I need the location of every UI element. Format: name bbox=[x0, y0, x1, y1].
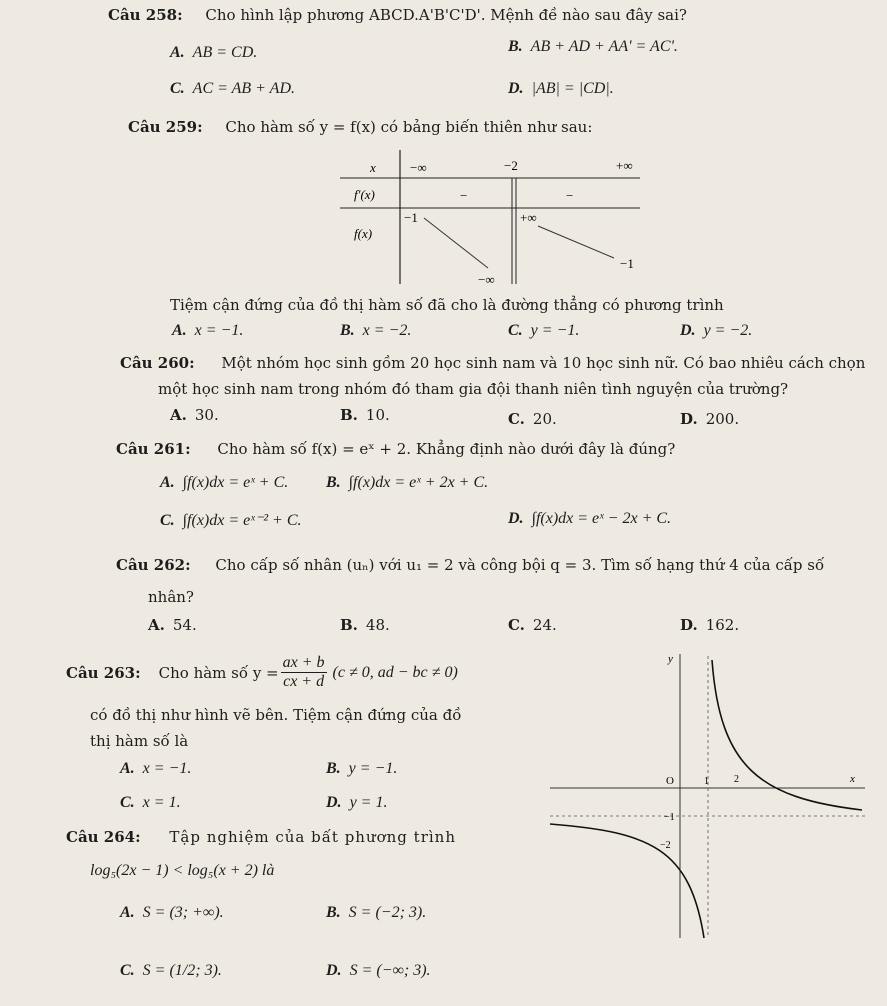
q262-option-c[interactable]: C. 24. bbox=[508, 616, 557, 634]
q263-option-c[interactable]: C. x = 1. bbox=[120, 794, 181, 811]
q263-stem3: thị hàm số là bbox=[90, 732, 189, 750]
q262-option-d[interactable]: D. 162. bbox=[680, 616, 740, 634]
q260-stem1: Một nhóm học sinh gồm 20 học sinh nam và 10 học sinh nữ. Có bao nhiêu cách chọn bbox=[221, 354, 866, 372]
graph-origin: O bbox=[666, 775, 674, 787]
q260-label: Câu 260: bbox=[120, 354, 195, 372]
q259-option-a[interactable]: A. x = −1. bbox=[172, 322, 244, 339]
q264-stem2: log₅(2x − 1) < log₅(x + 2) là bbox=[90, 862, 275, 879]
q259-question: Tiệm cận đứng của đồ thị hàm số đã cho là đường thẳng có phương trình bbox=[170, 296, 724, 314]
q258 bbox=[108, 6, 687, 24]
q259 bbox=[128, 118, 592, 136]
q262-stem2: nhân? bbox=[148, 588, 194, 606]
vt-neg-inf: −∞ bbox=[410, 160, 427, 175]
q264-option-d[interactable]: D. S = (−∞; 3). bbox=[326, 962, 431, 979]
vt-minus2: −2 bbox=[504, 158, 518, 173]
vt-pos-inf: +∞ bbox=[616, 158, 633, 173]
q260-option-d[interactable]: D. 200. bbox=[680, 410, 740, 428]
graph-tick-m1: −1 bbox=[664, 812, 675, 823]
q261-option-c[interactable]: C. ∫f(x)dx = eˣ⁻² + C. bbox=[160, 512, 302, 529]
q260-stem2: một học sinh nam trong nhóm đó tham gia đội thanh niên tình nguyện của trường? bbox=[158, 380, 789, 398]
vt-sign2: − bbox=[566, 188, 574, 203]
graph-tick-1: 1 bbox=[704, 776, 709, 787]
q258-option-d[interactable]: D. |AB| = |CD|. bbox=[508, 80, 614, 97]
vt-x: x bbox=[370, 160, 376, 175]
q258-option-b[interactable]: B. AB + AD + AA' = AC'. bbox=[508, 38, 678, 55]
q264-option-c[interactable]: C. S = (1/2; 3). bbox=[120, 962, 222, 979]
q264-stem1: Tập nghiệm của bất phương trình bbox=[169, 828, 456, 846]
graph-y-label: y bbox=[668, 653, 673, 665]
vt-sign1: − bbox=[460, 188, 468, 203]
q260-option-a[interactable]: A. 30. bbox=[170, 406, 219, 424]
q259-option-d[interactable]: D. y = −2. bbox=[680, 322, 753, 339]
q262-label: Câu 262: bbox=[116, 556, 191, 574]
q262-stem1: Cho cấp số nhân (uₙ) với u₁ = 2 và công bội q = 3. Tìm số hạng thứ 4 của cấp số bbox=[215, 556, 825, 574]
variation-table bbox=[340, 150, 650, 290]
q258-option-c[interactable]: C. AC = AB + AD. bbox=[170, 80, 296, 97]
vt-f-end: −1 bbox=[620, 256, 634, 271]
q263-option-d[interactable]: D. y = 1. bbox=[326, 794, 388, 811]
q258-label: Câu 258: bbox=[108, 6, 183, 24]
graph-tick-m2: −2 bbox=[660, 840, 671, 851]
q262-option-a[interactable]: A. 54. bbox=[148, 616, 197, 634]
q264-label: Câu 264: bbox=[66, 828, 141, 846]
vt-f: f(x) bbox=[354, 226, 373, 241]
vt-arrow-down-1 bbox=[424, 218, 488, 268]
q260 bbox=[120, 354, 865, 372]
q261-stem: Cho hàm số f(x) = eˣ + 2. Khẳng định nào dưới đây là đúng? bbox=[217, 440, 676, 458]
q262-option-b[interactable]: B. 48. bbox=[340, 616, 390, 634]
q262 bbox=[116, 556, 824, 574]
q259-label: Câu 259: bbox=[128, 118, 203, 136]
vt-f-start: −1 bbox=[404, 210, 418, 225]
q258-stem: Cho hình lập phương ABCD.A'B'C'D'. Mệnh đề nào sau đây sai? bbox=[205, 6, 687, 24]
q261-option-a[interactable]: A. ∫f(x)dx = eˣ + C. bbox=[160, 474, 289, 491]
q263-condition: (c ≠ 0, ad − bc ≠ 0) bbox=[332, 663, 458, 681]
q263-fraction: $\frac{ax + b}{cx + d}$ bbox=[282, 654, 325, 690]
q261-option-d[interactable]: D. ∫f(x)dx = eˣ − 2x + C. bbox=[508, 510, 672, 527]
vt-fp: f′(x) bbox=[354, 187, 375, 202]
q259-stem: Cho hàm số y = f(x) có bảng biến thiên như sau: bbox=[225, 118, 593, 136]
q260-option-b[interactable]: B. 10. bbox=[340, 406, 390, 424]
q264 bbox=[66, 828, 456, 846]
q261 bbox=[116, 440, 675, 458]
vt-arrow-down-2 bbox=[538, 226, 614, 258]
q259-option-b[interactable]: B. x = −2. bbox=[340, 322, 412, 339]
q263-option-a[interactable]: A. x = −1. bbox=[120, 760, 192, 777]
left-branch bbox=[550, 824, 704, 938]
q258-option-a[interactable]: A. AB = CD. bbox=[170, 44, 258, 61]
q263 bbox=[66, 654, 458, 691]
q259-option-c[interactable]: C. y = −1. bbox=[508, 322, 580, 339]
q263-label: Câu 263: bbox=[66, 663, 141, 682]
q260-option-c[interactable]: C. 20. bbox=[508, 410, 557, 428]
hyperbola-graph bbox=[550, 648, 880, 948]
q263-stem2: có đồ thị như hình vẽ bên. Tiệm cận đứng của đồ bbox=[90, 706, 462, 724]
graph-x-label: x bbox=[850, 773, 855, 785]
q261-option-b[interactable]: B. ∫f(x)dx = eˣ + 2x + C. bbox=[326, 474, 489, 491]
vt-f-high: +∞ bbox=[520, 210, 537, 225]
q263-stem: Cho hàm số y = bbox=[158, 663, 279, 682]
q263-option-b[interactable]: B. y = −1. bbox=[326, 760, 398, 777]
q261-label: Câu 261: bbox=[116, 440, 191, 458]
q264-option-b[interactable]: B. S = (−2; 3). bbox=[326, 904, 427, 921]
graph-tick-2: 2 bbox=[734, 774, 739, 785]
vt-f-low: −∞ bbox=[478, 272, 495, 287]
q264-option-a[interactable]: A. S = (3; +∞). bbox=[120, 904, 224, 921]
